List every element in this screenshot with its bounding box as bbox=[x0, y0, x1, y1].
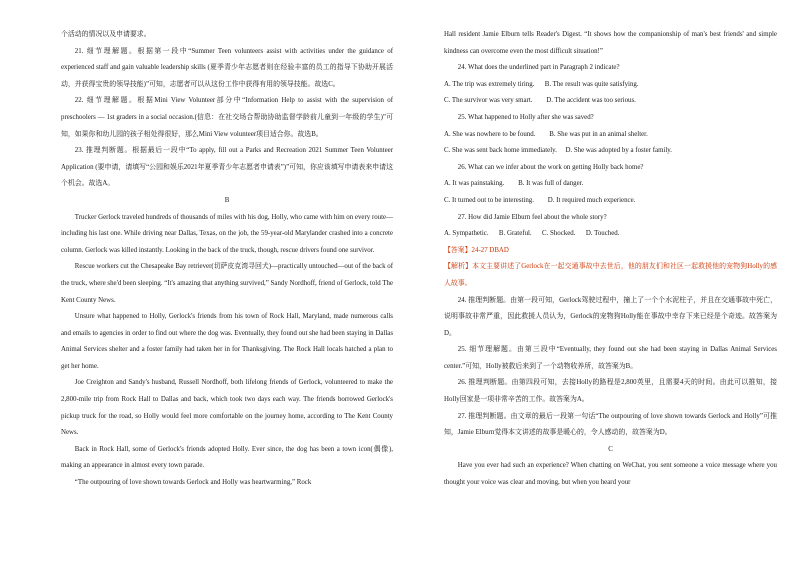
right-column bbox=[444, 27, 777, 492]
passage-paragraph: Unsure what happened to Holly, Gerlock's friends from his town of Rock Hall, Maryland, made numerous calls and emails to agencies in order to find out where the dog was. Eventually, they found out she had been staying in Dallas Animal Services shelter and a foster family had taken her in for Thanksgiving. The Rock Hall locals hatched a plan to get her home. bbox=[61, 313, 393, 370]
answer-explanation-27: 27. 推理判断题。由文章的最后一段第一句话“The outpouring of love shown towards Gerlock and Holly”可推知，Jamie Elburn觉得本文讲述的故事是暖心的，令人感动的，故答案为D。 bbox=[444, 412, 777, 437]
question-26: 26. What can we infer about the work on getting Holly back home? bbox=[457, 163, 644, 171]
question-25: 25. What happened to Holly after she was saved? bbox=[457, 113, 594, 121]
passage-paragraph: Back in Rock Hall, some of Gerlock's friends adopted Holly. Ever since, the dog has been a town icon(偶像), making an appearance in almost every town parade. bbox=[61, 445, 393, 470]
question-27: 27. How did Jamie Elburn feel about the whole story? bbox=[457, 213, 607, 221]
text-paragraph: 个活动的情况以及申请要求。 bbox=[61, 31, 151, 38]
passage-paragraph: Rescue workers cut the Chesapeake Bay retriever(切萨皮克湾寻回犬)—practically untouched—out of the back of the truck, where she'd been sleeping. “It's amazing that anything survived,” Sandy Nordhoff, friend of Gerlock, told The Kent County News. bbox=[61, 263, 393, 304]
passage-paragraph: Trucker Gerlock traveled hundreds of thousands of miles with his dog, Holly, who came with him on every route—including his last one. While driving near Dallas, Texas, on the job, the 59-year-old Marylander crashed into a concrete column. Gerlock was killed instantly. Looking in the back of the truck, though, rescue drivers found one survivor. bbox=[61, 213, 393, 254]
question-24: 24. What does the underlined part in Paragraph 2 indicate? bbox=[457, 64, 620, 72]
answer-explanation-22: 22. 细节理解题。根据Mini View Volunteer部分中“Information Help to assist with the supervision of preschoolers — 1st graders in a social occasion.(信息：在社交场合帮助协助监督学龄前儿童到一年级的学生)”可知，如果你和幼儿园的孩子相处得很好，那么Mini View volunteer项目适合你。故选B。 bbox=[61, 97, 393, 138]
passage-paragraph: Hall resident Jamie Elburn tells Reader's Digest. “It shows how the companionship of man's best friends' and simple kindness can overcome even the most difficult situation!” bbox=[444, 31, 777, 55]
passage-paragraph: “The outpouring of love shown towards Gerlock and Holly was heartwarming,” Rock bbox=[74, 479, 312, 487]
passage-paragraph: Joe Creighton and Sandy's husband, Russell Nordhoff, both lifelong friends of Gerlock, volunteered to make the 2,800-mile trip from Rock Hall to Dallas and back, which took two days each way. The friends borrowed Gerlock's pickup truck for the road, so Holly would feel more comfortable on the journey home, according to The Kent County News. bbox=[61, 379, 393, 437]
question-options: A. The trip was extremely tiring. B. The result was quite satisfying. bbox=[444, 80, 639, 88]
analysis-summary: 【解析】本文主要讲述了Gerlock在一起交通事故中去世后，他的朋友们和社区一起救援他的宠物狗Holly的感人故事。 bbox=[444, 263, 777, 287]
section-heading-b: B bbox=[224, 196, 230, 204]
answer-explanation-25: 25. 细节理解题。由第三段中“Eventually, they found out she had been staying in Dallas Animal Services center.”可知，Holly被救后来到了一个动物收养所，故答案为B。 bbox=[444, 346, 777, 370]
answer-explanation-21: 21. 细节理解题。根据第一段中“Summer Teen volunteers assist with activities under the guidance of experienced staff and gain valuable leadership skills (夏季青少年志愿者则在经验丰富的员工的指导下协助开展活动，并获得宝贵的领导技能)”可知，志愿者可以从这份工作中获得有用的领导技能。故选C。 bbox=[61, 47, 393, 88]
answer-key: 【答案】24-27 DBAD bbox=[444, 246, 509, 254]
left-column bbox=[61, 27, 393, 492]
question-options: C. The survivor was very smart. D. The accident was too serious. bbox=[444, 97, 636, 105]
question-options: A. She was nowhere to be found. B. She was put in an animal shelter. bbox=[444, 130, 648, 138]
question-options: C. It turned out to be interesting. D. It required much experience. bbox=[444, 196, 636, 204]
answer-explanation-24: 24. 推理判断题。由第一段可知，Gerlock驾驶过程中，撞上了一个个水泥柱子，并且在交通事故中死亡，说明事故非常严重，因此救援人员认为，Gerlock的宠物狗Holly能在事故中幸存下来已经是个奇迹。故答案为D。 bbox=[444, 296, 777, 337]
answer-explanation-26: 26. 推理判断题。由第四段可知，去接Holly的路程是2,800英里，且需要4天的时间。由此可以推知，接Holly回家是一项非常辛苦的工作。故答案为A。 bbox=[444, 379, 777, 404]
answer-explanation-23: 23. 推理判断题。根据最后一段中“To apply, fill out a Parks and Recreation 2021 Summer Teen Volunteer Application (要申请，请填写“公园和娱乐2021年夏季青少年志愿者申请表”)”可知，你应该填写申请表来申请这个机会。故选A。 bbox=[61, 147, 393, 188]
question-options: A. Sympathetic. B. Grateful. C. Shocked. D. Touched. bbox=[444, 230, 620, 238]
question-options: A. It was painstaking. B. It was full of danger. bbox=[444, 180, 584, 188]
passage-paragraph: Have you ever had such an experience? When chatting on WeChat, you sent someone a voice message where you thought your voice was clear and moving, but when you heard your bbox=[444, 462, 777, 487]
section-heading-c: C bbox=[608, 445, 613, 453]
question-options: C. She was sent back home immediately. D. She was adopted by a foster family. bbox=[444, 147, 672, 155]
